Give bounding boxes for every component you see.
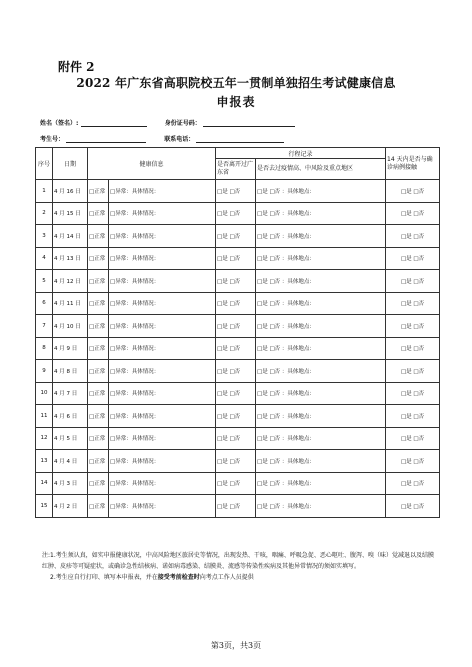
page-footer: 第3页，共3页 [210, 641, 262, 650]
epidemic-area-checkbox[interactable]: □是 □否 ：具体地点： [256, 225, 386, 248]
note-1: 注:1.考生须认真，如实申报健康状况，中高风险地区旅居史等情况，出现发热、干咳，咽痛、呼吸急促、恶心呕吐、腹泻、嗅（味）觉减退以及结膜红肿、皮疹等可疑症状，或确诊急性结核病、诺如病毒感染、结膜炎、流感等传染性疾病及其他异常情况的须如实填写。 [42, 552, 434, 570]
health-abnormal-checkbox[interactable]: □异常：具体情况： [109, 337, 216, 360]
row-date: 4 月 16 日 [53, 180, 88, 203]
table-row [36, 405, 440, 428]
health-normal-checkbox[interactable]: □正常 [88, 382, 109, 405]
health-abnormal-checkbox[interactable]: □异常：具体情况： [109, 360, 216, 383]
row-number: 9 [36, 360, 53, 383]
epidemic-area-checkbox[interactable]: □是 □否 ：具体地点： [256, 382, 386, 405]
left-gd-checkbox[interactable]: □是 □否 [216, 292, 256, 315]
contact-checkbox[interactable]: □是 □否 [386, 202, 440, 225]
phone-label: 联系电话： [164, 136, 195, 143]
health-abnormal-checkbox[interactable]: □异常：具体情况： [109, 180, 216, 203]
health-normal-checkbox[interactable]: □正常 [88, 292, 109, 315]
left-gd-checkbox[interactable]: □是 □否 [216, 360, 256, 383]
row-date: 4 月 15 日 [53, 202, 88, 225]
row-number: 5 [36, 270, 53, 293]
form-title: 2022 年广东省高职院校五年一贯制单独招生考试健康信息 [76, 76, 396, 90]
epidemic-area-checkbox[interactable]: □是 □否 ：具体地点： [256, 360, 386, 383]
contact-checkbox[interactable]: □是 □否 [386, 337, 440, 360]
info-row-exam-phone [40, 134, 284, 143]
contact-checkbox[interactable]: □是 □否 [386, 405, 440, 428]
col-date-header: 日期 [53, 148, 88, 180]
subcol-epidemic-header: 是否去过疫情高、中风险及重点地区 [256, 159, 386, 180]
health-normal-checkbox[interactable]: □正常 [88, 427, 109, 450]
left-gd-checkbox[interactable]: □是 □否 [216, 270, 256, 293]
table-row [36, 337, 440, 360]
row-date: 4 月 14 日 [53, 225, 88, 248]
table-row [36, 315, 440, 338]
table-row [36, 202, 440, 225]
epidemic-area-checkbox[interactable]: □是 □否 ：具体地点： [256, 427, 386, 450]
health-normal-checkbox[interactable]: □正常 [88, 225, 109, 248]
table-row [36, 427, 440, 450]
exam-no-field[interactable] [66, 136, 146, 143]
health-abnormal-checkbox[interactable]: □异常：具体情况： [109, 247, 216, 270]
health-normal-checkbox[interactable]: □正常 [88, 450, 109, 473]
epidemic-area-checkbox[interactable]: □是 □否 ：具体地点： [256, 202, 386, 225]
epidemic-area-checkbox[interactable]: □是 □否 ：具体地点： [256, 495, 386, 518]
contact-checkbox[interactable]: □是 □否 [386, 315, 440, 338]
left-gd-checkbox[interactable]: □是 □否 [216, 382, 256, 405]
row-date: 4 月 2 日 [53, 495, 88, 518]
left-gd-checkbox[interactable]: □是 □否 [216, 180, 256, 203]
left-gd-checkbox[interactable]: □是 □否 [216, 450, 256, 473]
table-row [36, 270, 440, 293]
name-label: 姓名（签名）: [40, 120, 79, 127]
epidemic-area-checkbox[interactable]: □是 □否 ：具体地点： [256, 472, 386, 495]
row-number: 1 [36, 180, 53, 203]
row-date: 4 月 3 日 [53, 472, 88, 495]
col-health-header: 健康信息 [88, 148, 216, 180]
left-gd-checkbox[interactable]: □是 □否 [216, 247, 256, 270]
info-row-name-id [40, 118, 295, 127]
contact-checkbox[interactable]: □是 □否 [386, 180, 440, 203]
health-normal-checkbox[interactable]: □正常 [88, 472, 109, 495]
col-travel-header: 行程记录 [216, 148, 386, 159]
epidemic-area-checkbox[interactable]: □是 □否 ：具体地点： [256, 405, 386, 428]
epidemic-area-checkbox[interactable]: □是 □否 ：具体地点： [256, 247, 386, 270]
contact-checkbox[interactable]: □是 □否 [386, 382, 440, 405]
health-abnormal-checkbox[interactable]: □异常：具体情况： [109, 472, 216, 495]
health-abnormal-checkbox[interactable]: □异常：具体情况： [109, 270, 216, 293]
row-number: 11 [36, 405, 53, 428]
row-number: 10 [36, 382, 53, 405]
name-field[interactable] [81, 120, 147, 127]
row-number: 2 [36, 202, 53, 225]
contact-checkbox[interactable]: □是 □否 [386, 225, 440, 248]
health-normal-checkbox[interactable]: □正常 [88, 202, 109, 225]
phone-field[interactable] [196, 136, 284, 143]
health-normal-checkbox[interactable]: □正常 [88, 180, 109, 203]
health-abnormal-checkbox[interactable]: □异常：具体情况： [109, 450, 216, 473]
left-gd-checkbox[interactable]: □是 □否 [216, 337, 256, 360]
health-normal-checkbox[interactable]: □正常 [88, 315, 109, 338]
left-gd-checkbox[interactable]: □是 □否 [216, 405, 256, 428]
contact-checkbox[interactable]: □是 □否 [386, 495, 440, 518]
row-date: 4 月 13 日 [53, 247, 88, 270]
health-normal-checkbox[interactable]: □正常 [88, 337, 109, 360]
id-field[interactable] [203, 120, 295, 127]
contact-checkbox[interactable]: □是 □否 [386, 292, 440, 315]
row-date: 4 月 6 日 [53, 405, 88, 428]
contact-checkbox[interactable]: □是 □否 [386, 427, 440, 450]
left-gd-checkbox[interactable]: □是 □否 [216, 202, 256, 225]
row-number: 4 [36, 247, 53, 270]
attachment-label: 附件 2 [58, 60, 95, 74]
left-gd-checkbox[interactable]: □是 □否 [216, 495, 256, 518]
left-gd-checkbox[interactable]: □是 □否 [216, 315, 256, 338]
note-2: 2.考生应自行打印、填写本申报表，并在接受考前检查时向考点工作人员提供 [50, 574, 254, 581]
health-abnormal-checkbox[interactable]: □异常：具体情况： [109, 202, 216, 225]
row-date: 4 月 10 日 [53, 315, 88, 338]
table-row [36, 292, 440, 315]
table-row [36, 495, 440, 518]
row-date: 4 月 9 日 [53, 337, 88, 360]
table-row [36, 247, 440, 270]
health-normal-checkbox[interactable]: □正常 [88, 247, 109, 270]
row-date: 4 月 4 日 [53, 450, 88, 473]
notes [42, 550, 434, 583]
health-abnormal-checkbox[interactable]: □异常：具体情况： [109, 292, 216, 315]
left-gd-checkbox[interactable]: □是 □否 [216, 225, 256, 248]
epidemic-area-checkbox[interactable]: □是 □否 ：具体地点： [256, 450, 386, 473]
epidemic-area-checkbox[interactable]: □是 □否 ：具体地点： [256, 292, 386, 315]
row-number: 6 [36, 292, 53, 315]
row-number: 8 [36, 337, 53, 360]
table-row [36, 360, 440, 383]
health-normal-checkbox[interactable]: □正常 [88, 270, 109, 293]
health-abnormal-checkbox[interactable]: □异常：具体情况： [109, 315, 216, 338]
health-normal-checkbox[interactable]: □正常 [88, 360, 109, 383]
id-label: 身份证号码： [164, 120, 201, 127]
contact-checkbox[interactable]: □是 □否 [386, 360, 440, 383]
row-number: 15 [36, 495, 53, 518]
health-abnormal-checkbox[interactable]: □异常：具体情况： [109, 495, 216, 518]
table-row [36, 180, 440, 203]
col-seq-header: 序号 [36, 148, 53, 180]
epidemic-area-checkbox[interactable]: □是 □否 ：具体地点： [256, 337, 386, 360]
epidemic-area-checkbox[interactable]: □是 □否 ：具体地点： [256, 180, 386, 203]
health-normal-checkbox[interactable]: □正常 [88, 405, 109, 428]
form-subtitle: 申报表 [216, 95, 256, 109]
table-row [36, 472, 440, 495]
row-number: 3 [36, 225, 53, 248]
exam-no-label: 考生号： [40, 136, 65, 143]
health-abnormal-checkbox[interactable]: □异常：具体情况： [109, 427, 216, 450]
row-date: 4 月 5 日 [53, 427, 88, 450]
left-gd-checkbox[interactable]: □是 □否 [216, 427, 256, 450]
col-contact-header: 14 天内是否与确诊病例接触 [386, 148, 440, 180]
row-number: 7 [36, 315, 53, 338]
contact-checkbox[interactable]: □是 □否 [386, 450, 440, 473]
table-row [36, 450, 440, 473]
row-number: 13 [36, 450, 53, 473]
row-date: 4 月 11 日 [53, 292, 88, 315]
health-declaration-table [35, 147, 440, 518]
health-abnormal-checkbox[interactable]: □异常：具体情况： [109, 225, 216, 248]
contact-checkbox[interactable]: □是 □否 [386, 270, 440, 293]
contact-checkbox[interactable]: □是 □否 [386, 472, 440, 495]
epidemic-area-checkbox[interactable]: □是 □否 ：具体地点： [256, 315, 386, 338]
health-normal-checkbox[interactable]: □正常 [88, 495, 109, 518]
health-abnormal-checkbox[interactable]: □异常：具体情况： [109, 382, 216, 405]
row-date: 4 月 12 日 [53, 270, 88, 293]
contact-checkbox[interactable]: □是 □否 [386, 247, 440, 270]
row-number: 12 [36, 427, 53, 450]
row-number: 14 [36, 472, 53, 495]
left-gd-checkbox[interactable]: □是 □否 [216, 472, 256, 495]
table-row [36, 225, 440, 248]
table-row [36, 382, 440, 405]
row-date: 4 月 7 日 [53, 382, 88, 405]
row-date: 4 月 8 日 [53, 360, 88, 383]
health-abnormal-checkbox[interactable]: □异常：具体情况： [109, 405, 216, 428]
subcol-left-gd-header: 是否离开过广东省 [216, 159, 256, 180]
epidemic-area-checkbox[interactable]: □是 □否 ：具体地点： [256, 270, 386, 293]
